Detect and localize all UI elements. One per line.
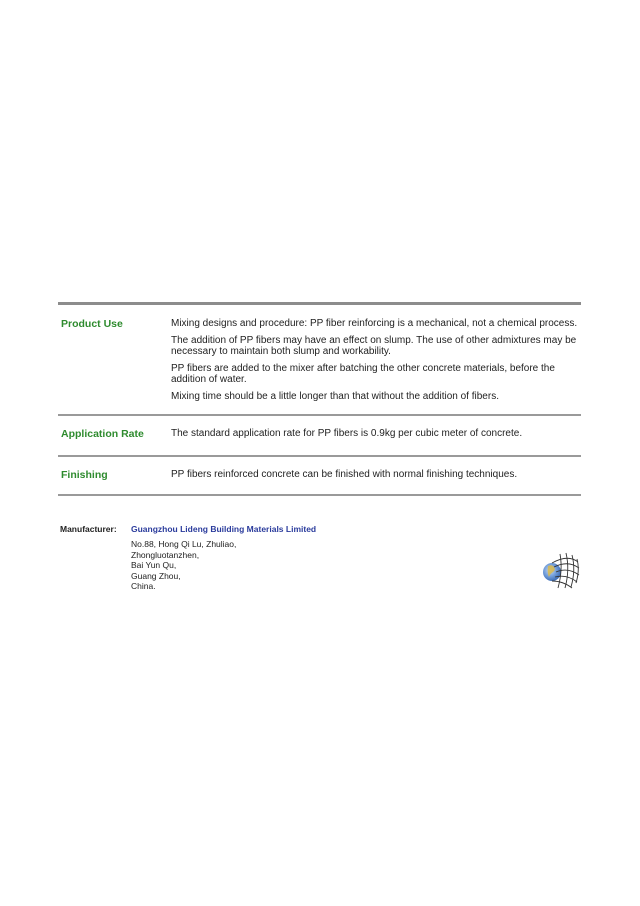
manufacturer-label: Manufacturer: [60,524,117,534]
address-line: Bai Yun Qu, [131,560,177,570]
paragraph: The addition of PP fibers may have an effect on slump. The use of other admixtures may be necessary to maintain both slump and workability. [171,335,577,357]
section-body-finishing [171,469,581,482]
spec-table [58,302,581,496]
section-label-product-use: Product Use [61,318,123,330]
section-body-product-use [171,318,581,402]
address-line: No.88, Hong Qi Lu, Zhuliao, [131,539,237,549]
paragraph: PP fibers reinforced concrete can be finished with normal finishing techniques. [171,469,518,480]
section-finishing [58,457,581,494]
address-line: China. [131,581,156,591]
paragraph: The standard application rate for PP fibers is 0.9kg per cubic meter of concrete. [171,428,523,439]
address-line: Guang Zhou, [131,570,181,581]
paragraph: Mixing time should be a little longer than that without the addition of fibers. [171,391,499,402]
paragraph: Mixing designs and procedure: PP fiber reinforcing is a mechanical, not a chemical process. [171,318,578,329]
manufacturer-name: Guangzhou Lideng Building Materials Limited [131,524,317,534]
section-body-application-rate [171,428,581,441]
section-label-application-rate: Application Rate [61,428,144,440]
section-application-rate [58,416,581,455]
paragraph: PP fibers are added to the mixer after batching the other concrete materials, before the addition of water. [171,363,555,385]
bottom-rule [58,494,581,496]
address-line: Zhongluotanzhen, [131,549,200,560]
section-product-use [58,305,581,414]
section-label-finishing: Finishing [61,469,108,481]
manufacturer-address [131,539,236,592]
globe-grid-logo-icon [538,548,580,590]
